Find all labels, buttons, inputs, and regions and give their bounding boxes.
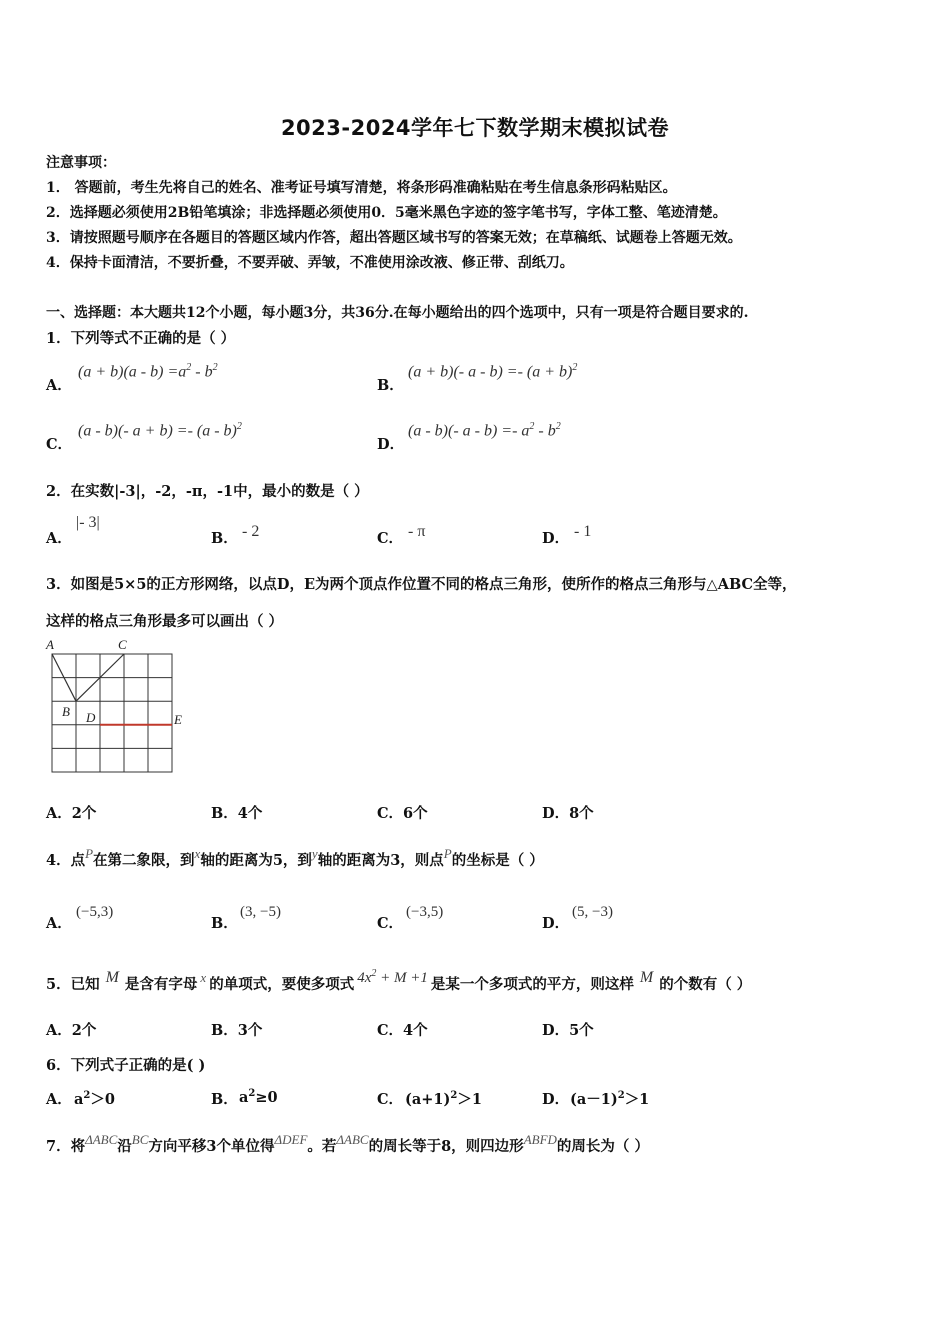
point-label-a: A xyxy=(46,637,54,652)
q6-option-d-value: $(a-1)^2>1$ xyxy=(570,1090,650,1108)
q3-option-b: B．4个 xyxy=(211,805,263,822)
q7-text: 沿 xyxy=(117,1138,132,1155)
q7-triangle-abc: ΔABC xyxy=(336,1132,369,1147)
q7-text: 方向平移3个单位得 xyxy=(148,1138,275,1155)
q6-option-b-value: $a^2\ge 0$ xyxy=(239,1088,278,1106)
q4-option-a-value: (−5,3) xyxy=(76,904,114,920)
q4-text: 轴的距离为3，则点 xyxy=(317,852,444,869)
q4-text: 的坐标是（ ） xyxy=(451,852,544,869)
q4-option-c-value: (−3,5) xyxy=(406,904,444,920)
point-label-d: D xyxy=(86,710,96,725)
q6-option-c-label: C． xyxy=(377,1091,404,1108)
q4-text: 轴的距离为5，到 xyxy=(200,852,312,869)
q1-option-a-label: A． xyxy=(46,377,72,394)
q5-text: 是含有字母 xyxy=(124,976,198,993)
q7-segment-bc: BC xyxy=(131,1132,149,1147)
page-title: 2023-2024学年七下数学期末模拟试卷 xyxy=(280,116,670,140)
notice-heading: 注意事项： xyxy=(46,155,116,171)
q4-text: 在第二象限，到 xyxy=(93,852,195,869)
q7-triangle-abc: ΔABC xyxy=(85,1132,118,1147)
question-7-stem xyxy=(46,1132,649,1156)
q4-var-y: y xyxy=(311,846,318,861)
q2-option-c-label: C． xyxy=(377,530,404,547)
grid-figure xyxy=(40,636,190,782)
q3-option-a: A．2个 xyxy=(46,805,97,822)
q6-option-c-value: $(a+1)^2>1$ xyxy=(405,1090,482,1108)
q5-var-x: x xyxy=(200,970,207,985)
q4-text: 4．点 xyxy=(46,852,86,869)
q2-option-a-label: A． xyxy=(46,530,72,547)
section-heading: 一、选择题：本大题共12个小题，每小题3分，共36分.在每小题给出的四个选项中，只有一项是符合题目要求的. xyxy=(46,305,749,321)
q1-option-d-label: D． xyxy=(377,436,405,453)
question-6-stem: 6．下列式子正确的是( ) xyxy=(46,1057,206,1074)
q1-option-a-expression: $(a + b)(a - b) =a^2 - b^2$ xyxy=(78,362,218,381)
q3-option-d: D．8个 xyxy=(542,805,594,822)
q2-option-d-label: D． xyxy=(542,530,570,547)
q1-option-b-label: B． xyxy=(377,377,404,394)
q6-option-d-label: D． xyxy=(542,1091,570,1108)
q1-option-b-expression: (a + b)(- $a - b) =- (a + b)^2$ xyxy=(408,362,578,381)
q5-text: 的单项式，要使多项式 xyxy=(209,976,355,993)
question-4-stem xyxy=(46,846,544,870)
question-5-stem xyxy=(46,968,752,994)
q5-polynomial: $4x^2 + M +1$ xyxy=(357,968,428,986)
q4-option-c-label: C． xyxy=(377,915,404,932)
q4-option-a-label: A． xyxy=(46,915,72,932)
question-3-stem-line1: 3．如图是5×5的正方形网络，以点D，E为两个顶点作位置不同的格点三角形，使所作的格点三角形与△ABC全等， xyxy=(46,576,797,593)
q4-option-b-value: (3, −5) xyxy=(240,904,281,920)
q2-option-c-value: - π xyxy=(408,523,426,540)
q2-option-b-value: - 2 xyxy=(242,523,260,540)
q2-option-d-value: - 1 xyxy=(574,523,592,540)
q2-option-b-label: B． xyxy=(211,530,238,547)
q7-text: 7．将 xyxy=(46,1138,86,1155)
q5-option-a: A．2个 xyxy=(46,1022,97,1039)
q5-option-b: B．3个 xyxy=(211,1022,263,1039)
grid-svg xyxy=(40,636,190,778)
q2-option-a-value: |- 3| xyxy=(76,514,100,531)
q5-text: 5．已知 xyxy=(46,976,100,993)
q5-var-m: M xyxy=(639,969,654,986)
q7-text: 。若 xyxy=(307,1138,337,1155)
q4-var-p: P xyxy=(443,846,452,861)
notice-item: 2．选择题必须使用2B铅笔填涂；非选择题必须使用0．5毫米黑色字迹的签字笔书写，字体工整、笔迹清楚。 xyxy=(46,205,727,221)
point-label-e: E xyxy=(174,712,182,727)
q5-option-c: C．4个 xyxy=(377,1022,428,1039)
notice-item: 4．保持卡面清洁，不要折叠，不要弄破、弄皱，不准使用涂改液、修正带、刮纸刀。 xyxy=(46,255,574,271)
q4-option-b-label: B． xyxy=(211,915,238,932)
question-1-stem: 1．下列等式不正确的是（ ） xyxy=(46,330,236,347)
q6-option-a-value: $a^2>0$ xyxy=(74,1090,115,1108)
q5-text: 是某一个多项式的平方，则这样 xyxy=(430,976,634,993)
q7-triangle-def: ΔDEF xyxy=(274,1132,308,1147)
q4-option-d-label: D． xyxy=(542,915,570,932)
notice-item: 3．请按照题号顺序在各题目的答题区域内作答，超出答题区域书写的答案无效；在草稿纸、试题卷上答题无效。 xyxy=(46,230,742,246)
q6-option-a-label: A． xyxy=(46,1091,72,1108)
q5-option-d: D．5个 xyxy=(542,1022,594,1039)
q4-option-d-value: (5, −3) xyxy=(572,904,613,920)
point-label-c: C xyxy=(118,637,127,652)
q1-option-c-expression: (a - b)(- a + b) =- (a - b)$^2$ xyxy=(78,421,242,440)
notice-item: 1． 答题前，考生先将自己的姓名、准考证号填写清楚，将条形码准确粘贴在考生信息条形码粘贴区。 xyxy=(46,180,677,196)
question-2-stem: 2．在实数|-3|，-2，-π，-1中，最小的数是（ ） xyxy=(46,483,369,500)
question-3-stem-line2: 这样的格点三角形最多可以画出（ ） xyxy=(46,613,284,630)
q4-var-p: P xyxy=(85,846,94,861)
point-label-b: B xyxy=(62,704,70,719)
q7-text: 的周长等于8，则四边形 xyxy=(368,1138,524,1155)
q5-var-m: M xyxy=(105,969,119,986)
q4-var-x: x xyxy=(194,846,201,861)
q5-text: 的个数有（ ） xyxy=(659,976,752,993)
q1-option-d-expression: (a - b)(- $a - b) =- a^2 - b^2$ xyxy=(408,421,561,440)
q6-option-b-label: B． xyxy=(211,1091,238,1108)
q1-option-c-label: C． xyxy=(46,436,73,453)
q7-text: 的周长为（ ） xyxy=(556,1138,649,1155)
q3-option-c: C．6个 xyxy=(377,805,428,822)
q7-quadrilateral-abfd: ABFD xyxy=(523,1132,557,1147)
